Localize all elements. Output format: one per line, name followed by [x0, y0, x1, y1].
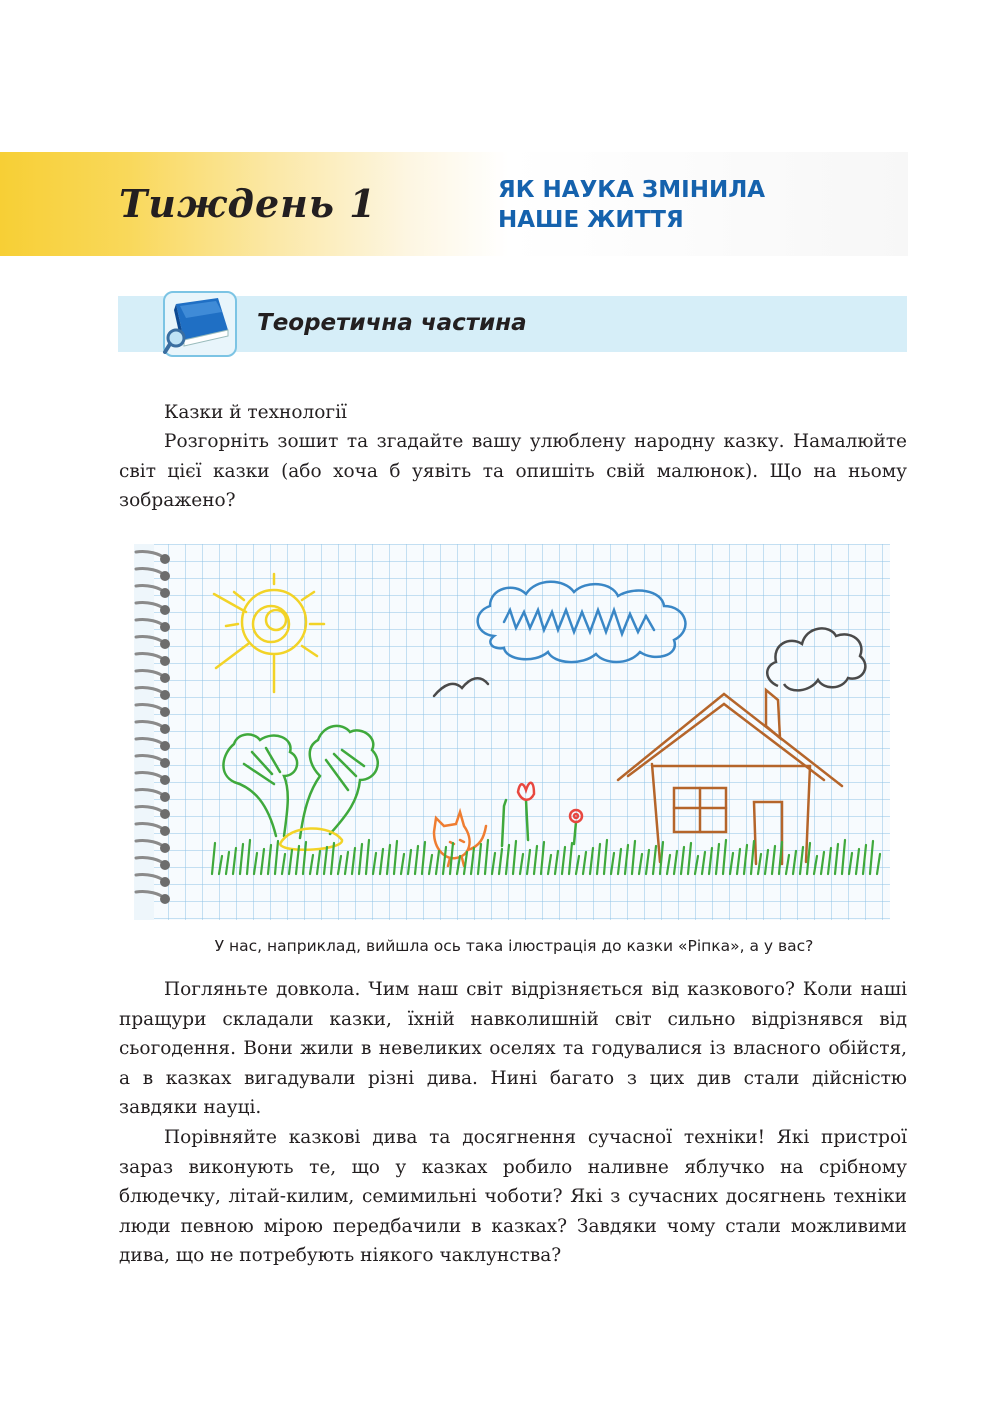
spiral-hole — [160, 554, 170, 564]
body-paragraph-1: Погляньте довкола. Чим наш світ відрізняється від казкового? Коли наші пращури складали казки, їхній навколишній світ сильно відрізнявся від сьогодення. Вони жили в невеликих оселях та годувалися із власного обійстя, а в казках вигадували різні дива. Нині багато з цих див стали дійсністю завдяки науці. — [119, 979, 907, 1118]
spiral-hole — [160, 809, 170, 819]
spiral-hole — [160, 673, 170, 683]
spiral-hole — [160, 656, 170, 666]
spiral-hole — [160, 588, 170, 598]
week-title: Тиждень 1 — [119, 181, 377, 226]
section-title: Теоретична частина — [257, 310, 527, 336]
spiral-hole — [160, 860, 170, 870]
spiral-hole — [160, 571, 170, 581]
book-icon — [162, 290, 238, 358]
intro-heading: Казки й технології — [164, 402, 347, 423]
spiral-hole — [160, 690, 170, 700]
spiral-hole — [160, 894, 170, 904]
topic-title — [498, 175, 898, 235]
intro-paragraph: Розгорніть зошит та згадайте вашу улюблену народну казку. Намалюйте світ цієї казки (або хоча б уявіть та опишіть свій малюнок). Що на ньому зображено? — [119, 431, 907, 511]
spiral-hole — [160, 826, 170, 836]
spiral-hole — [160, 758, 170, 768]
notebook-illustration — [134, 544, 890, 920]
spiral-hole — [160, 775, 170, 785]
spiral-hole — [160, 605, 170, 615]
spiral-hole — [160, 639, 170, 649]
topic-title-line-2: НАШЕ ЖИТТЯ — [498, 207, 684, 233]
spiral-hole — [160, 843, 170, 853]
spiral-hole — [160, 707, 170, 717]
illustration-caption: У нас, наприклад, вийшла ось така ілюстрація до казки «Ріпка», а у вас? — [214, 937, 814, 955]
spiral-hole — [160, 622, 170, 632]
body-paragraph-2: Порівняйте казкові дива та досягнення сучасної техніки! Які пристрої зараз виконують те, що у казках робило наливне яблучко на срібному блюдечку, літай-килим, семимильні чоботи? Які з сучасних досягнень техніки люди певною мірою передбачили в казках? Завдяки чому стали можливими дива, що не потребують ніякого чаклунства? — [119, 1127, 907, 1266]
topic-title-line-1: ЯК НАУКА ЗМІНИЛА — [498, 177, 766, 203]
spiral-hole — [160, 792, 170, 802]
spiral-hole — [160, 877, 170, 887]
spiral-hole — [160, 724, 170, 734]
spiral-hole — [160, 741, 170, 751]
